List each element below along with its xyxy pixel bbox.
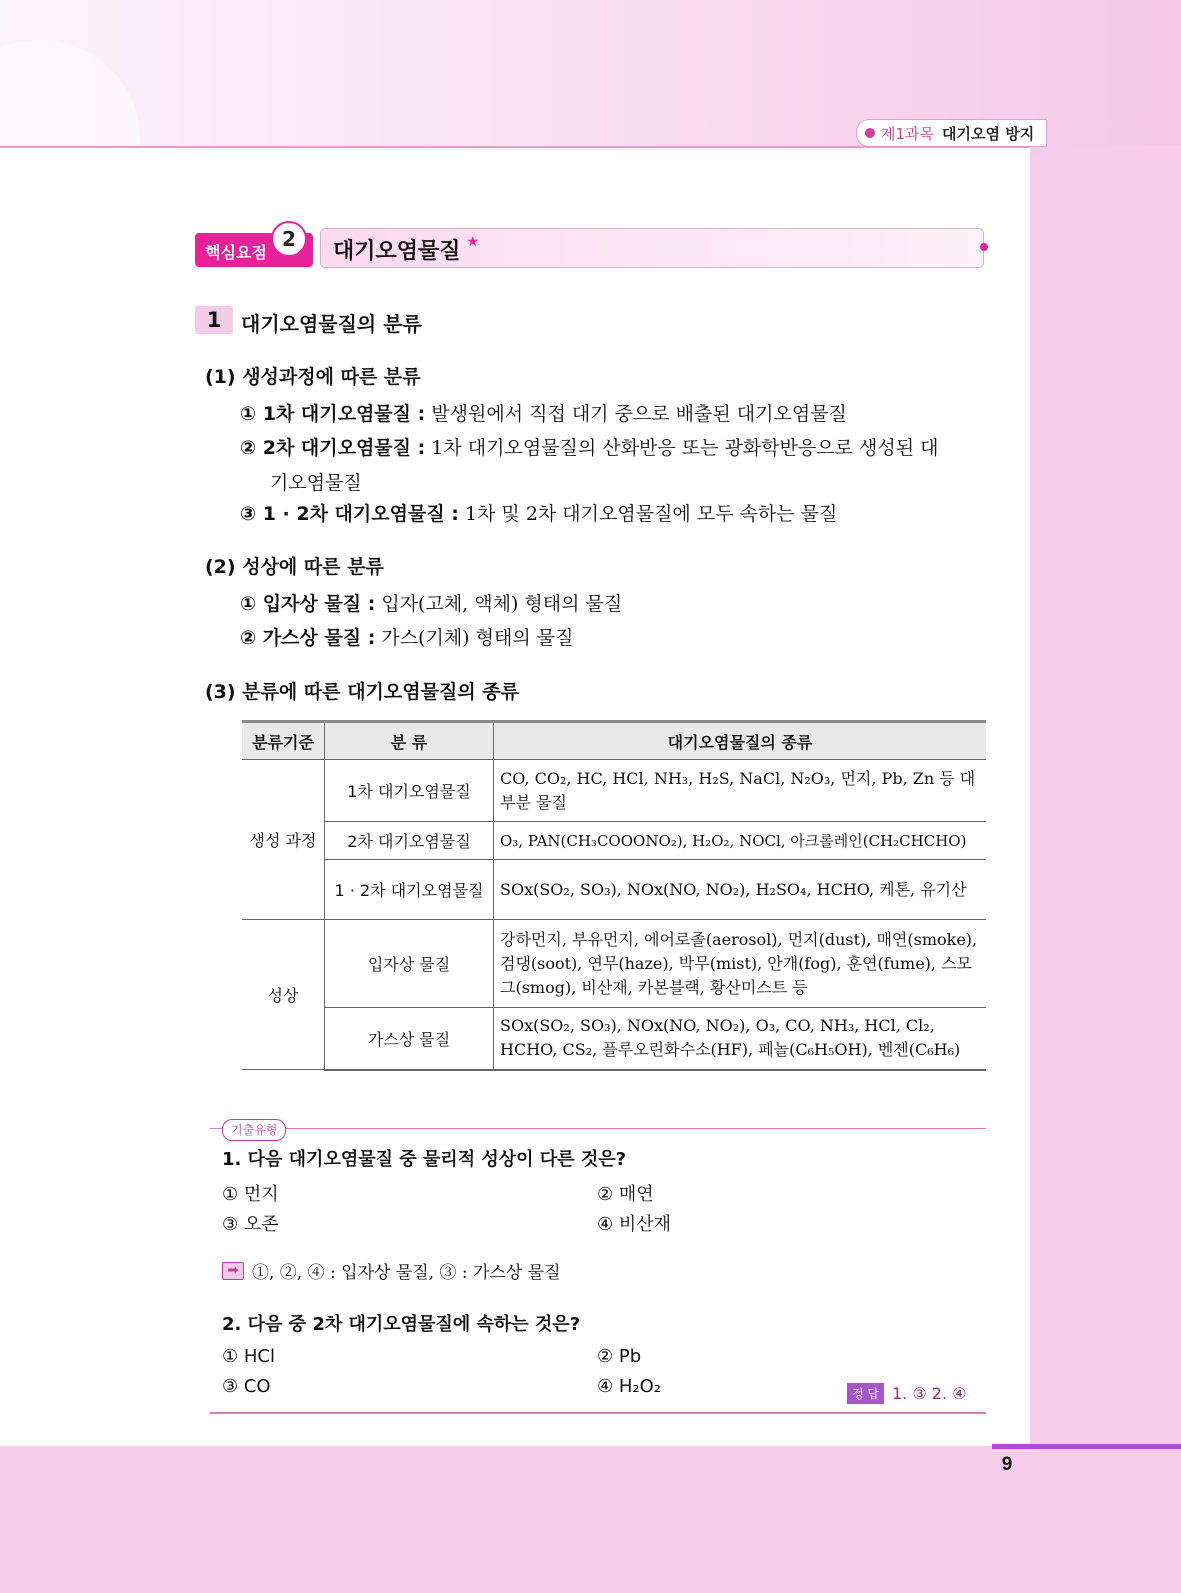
core-badge xyxy=(195,227,313,267)
answer-label: 정 답 xyxy=(847,1383,884,1404)
list-item xyxy=(240,626,573,650)
item-term: ① 입자상 물질 : xyxy=(240,593,376,615)
core-title-text: 대기오염물질 xyxy=(333,239,461,264)
decorative-circle xyxy=(0,40,140,240)
materials-cell: SOx(SO₂, SO₃), NOx(NO, NO₂), H₂SO₄, HCHO, 케톤, 유기산 xyxy=(494,860,987,920)
page-number: 9 xyxy=(1001,1454,1013,1475)
item-desc: 1차 대기오염물질의 산화반응 또는 광화학반응으로 생성된 대 xyxy=(425,437,939,459)
option: ④ H₂O₂ xyxy=(597,1376,661,1397)
dot-icon xyxy=(980,243,988,251)
core-number: 2 xyxy=(271,221,307,257)
subsection-heading-3: (3) 분류에 따른 대기오염물질의 종류 xyxy=(205,681,520,703)
question-1: 1. 다음 대기오염물질 중 물리적 성상이 다른 것은? xyxy=(222,1149,627,1170)
list-item xyxy=(240,436,938,460)
question-2: 2. 다음 중 2차 대기오염물질에 속하는 것은? xyxy=(222,1314,581,1335)
materials-cell: 강하먼지, 부유먼지, 에어로졸(aerosol), 먼지(dust), 매연(smoke), 검댕(soot), 연무(haze), 박무(mist), 안개(fog), 훈연(fume), 스모그(smog), 비산재, 카본블랙, 황산미스트 등 xyxy=(494,920,987,1008)
item-desc: 1차 및 2차 대기오염물질에 모두 속하는 물질 xyxy=(458,503,838,525)
star-icon: ★ xyxy=(466,234,480,250)
core-title xyxy=(333,234,479,265)
column-header: 대기오염물질의 종류 xyxy=(494,722,987,760)
item-term: ③ 1 · 2차 대기오염물질 : xyxy=(240,503,459,525)
class-cell: 2차 대기오염물질 xyxy=(325,822,494,860)
table-header-row xyxy=(242,722,986,760)
explanation-text: ①, ②, ④ : 입자상 물질, ③ : 가스상 물질 xyxy=(252,1263,561,1283)
column-header: 분류기준 xyxy=(242,722,325,760)
bullet-icon xyxy=(865,128,875,138)
running-header xyxy=(856,119,1047,147)
quiz-tag: 기출유형 xyxy=(222,1119,286,1141)
materials-cell: SOx(SO₂, SO₃), NOx(NO, NO₂), O₃, CO, NH₃, HCl, Cl₂, HCHO, CS₂, 플루오린화수소(HF), 페놀(C₆H₅OH), 벤젠(C₆H₆) xyxy=(494,1008,987,1070)
option: ① HCl xyxy=(222,1346,275,1367)
table-row xyxy=(242,920,986,1008)
option: ② Pb xyxy=(597,1346,642,1367)
class-cell: 가스상 물질 xyxy=(325,1008,494,1070)
table-row xyxy=(242,760,986,822)
item-term: ② 2차 대기오염물질 : xyxy=(240,437,426,459)
item-term: ② 가스상 물질 : xyxy=(240,627,376,649)
class-cell: 1차 대기오염물질 xyxy=(325,760,494,822)
core-title-box xyxy=(320,228,984,268)
list-item xyxy=(240,592,622,616)
item-term: ① 1차 대기오염물질 : xyxy=(240,403,426,425)
header-subject: 제1과목 xyxy=(881,124,935,143)
option: ④ 비산재 xyxy=(597,1214,672,1235)
group-cell: 생성 과정 xyxy=(242,760,325,920)
item-desc: 발생원에서 직접 대기 중으로 배출된 대기오염물질 xyxy=(425,403,847,425)
table-row xyxy=(242,860,986,920)
right-margin-band xyxy=(1030,146,1181,1446)
item-desc: 입자(고체, 액체) 형태의 물질 xyxy=(375,593,623,615)
explanation xyxy=(222,1258,561,1283)
list-item xyxy=(240,402,847,426)
class-cell: 입자상 물질 xyxy=(325,920,494,1008)
option: ① 먼지 xyxy=(222,1184,279,1205)
group-cell: 성상 xyxy=(242,920,325,1070)
page-bar xyxy=(992,1444,1181,1449)
item-continuation: 기오염물질 xyxy=(270,472,362,494)
core-label: 핵심요점 xyxy=(205,243,267,262)
option: ③ 오존 xyxy=(222,1214,279,1235)
section-number: 1 xyxy=(195,306,233,334)
column-header: 분 류 xyxy=(325,722,494,760)
arrow-icon: ➡ xyxy=(222,1262,244,1280)
materials-cell: O₃, PAN(CH₃COOONO₂), H₂O₂, NOCl, 아크롤레인(CH₂CHCHO) xyxy=(494,822,987,860)
table-row xyxy=(242,1008,986,1070)
header-title: 대기오염 방지 xyxy=(942,124,1035,143)
bottom-rule xyxy=(210,1412,986,1414)
answer-text: 1. ③ 2. ④ xyxy=(892,1384,967,1403)
item-desc: 가스(기체) 형태의 물질 xyxy=(375,627,574,649)
quiz-rule xyxy=(210,1128,986,1129)
classification-table xyxy=(242,720,986,1071)
option: ③ CO xyxy=(222,1376,271,1397)
class-cell: 1 · 2차 대기오염물질 xyxy=(325,860,494,920)
subsection-heading-2: (2) 성상에 따른 분류 xyxy=(205,556,384,578)
answer-box xyxy=(847,1383,966,1404)
section-title: 대기오염물질의 분류 xyxy=(241,312,422,336)
list-item xyxy=(240,502,837,526)
table-row xyxy=(242,822,986,860)
materials-cell: CO, CO₂, HC, HCl, NH₃, H₂S, NaCl, N₂O₃, 먼지, Pb, Zn 등 대부분 물질 xyxy=(494,760,987,822)
subsection-heading-1: (1) 생성과정에 따른 분류 xyxy=(205,366,421,388)
option: ② 매연 xyxy=(597,1184,654,1205)
